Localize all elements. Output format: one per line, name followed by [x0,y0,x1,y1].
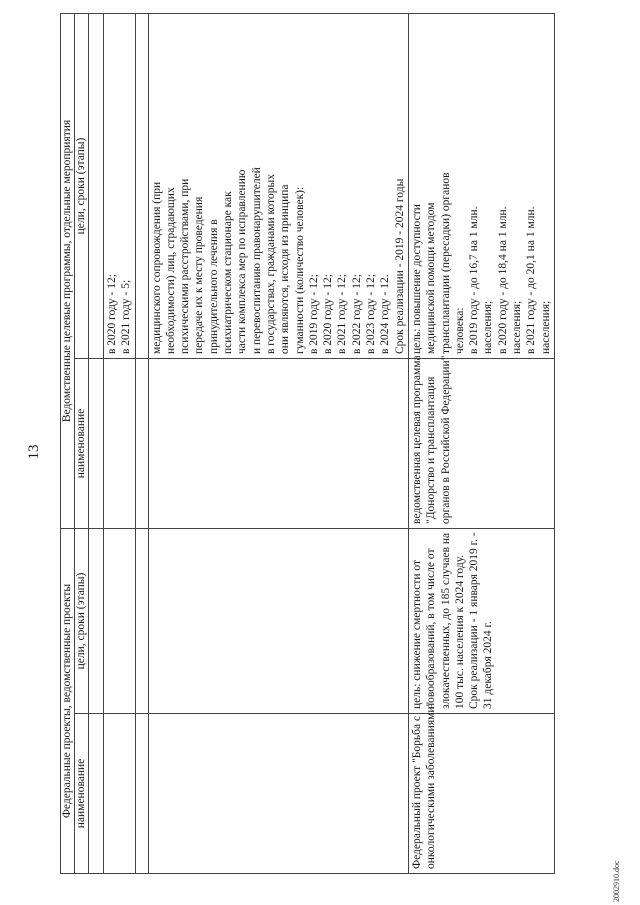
text-line: в 2020 году - 12; [322,274,335,354]
goals-1-cell [148,529,408,714]
goals-2-cell [104,13,136,358]
empty-cell [89,13,104,358]
federal-projects-header: Федеральные проекты, ведомственные проекты [61,529,75,874]
text-line: в 2024 году - 12. [379,274,392,354]
table-row [104,13,136,873]
goals-2-cell [148,13,408,358]
table-body [104,13,555,873]
name-1-cell [104,714,136,874]
text-line: в государствах, гражданами которых [264,174,277,354]
column-header-row [75,13,89,873]
text-line: психическими расстройствами, при [179,178,192,354]
name-2-cell [148,359,408,529]
text-line: части комплекса мер по исправлению [236,169,249,354]
text-line: в 2020 году - 12; [106,274,118,354]
spacer-row [135,13,148,873]
text-line: "Донорство и трансплантация [425,376,438,524]
spacer-cell [135,714,148,874]
text-line: необходимости) лиц, страдающих [164,187,177,354]
text-line: населения; [511,300,524,354]
text-line: трансплантации (пересадки) органов [439,172,452,354]
empty-cell [89,529,104,714]
text-line: гуманности (количество человек): [293,186,306,354]
empty-cell [89,714,104,874]
text-line: и перевоспитанию правонарушителей [250,167,263,354]
name-1-cell [148,714,408,874]
text-line: в 2023 году - 12; [365,274,378,354]
text-line: в 2019 году - до 16,7 на 1 млн. [468,206,481,354]
page-number: 13 [26,444,42,460]
text-line: медицинской помощи методом [425,202,438,354]
departmental-programs-header: Ведомственные целевые программы, отдельные мероприятия [61,13,75,528]
table-row [408,13,554,873]
spacer-cell [135,529,148,714]
table-row [148,13,408,873]
text-line: принудительного лечения в [207,219,220,354]
goals-1-cell [408,529,554,714]
group-header-row [61,13,75,873]
text-line: злокачественных, до 185 случаев на [439,532,452,709]
empty-cell [89,359,104,529]
col-name-1-header: наименование [75,714,89,874]
text-line: 100 тыс. населения к 2024 году. [453,554,466,709]
text-line: Срок реализации - 2019 - 2024 годы [393,178,406,354]
text-line: психиатрическом стационаре как [222,191,235,354]
col-goals-1-header: цели, сроки (этапы) [75,529,89,714]
text-line: новообразований, в том числе от [425,548,438,709]
text-line: в 2020 году - до 18,4 на 1 млн. [496,206,509,354]
text-line: Федеральный проект "Борьба с [410,715,423,869]
col-name-2-header: наименование [75,359,89,529]
file-name: 2002910.doc [612,860,621,902]
text-line: Срок реализации - 1 января 2019 г. - [468,532,481,709]
text-line: онкологическими заболеваниями" [425,701,438,869]
text-line: цель: повышение доступности [410,204,423,354]
spacer-cell [135,13,148,358]
text-line: цель: снижение смертности от [410,560,423,709]
text-line: в 2019 году - 12; [307,274,320,354]
empty-separator-row [89,13,104,873]
name-2-cell [408,355,554,529]
goals-2-cell [408,13,554,358]
text-line: они являются, исходя из принципа [279,184,292,354]
text-line: органов в Российской Федерации" [439,355,452,524]
text-line: ведомственная целевая программа [410,355,423,524]
text-line: в 2022 году - 12; [350,274,363,354]
text-line: населения; [539,300,552,354]
col-goals-2-header: цели, сроки (этапы) [75,13,89,358]
text-line: населения; [482,300,495,354]
name-1-cell [408,701,554,874]
spacer-cell [135,359,148,529]
text-line: в 2021 году - 12; [336,274,349,354]
programs-table [60,13,555,874]
name-2-cell [104,359,136,529]
text-line: в 2021 году - 5; [120,279,133,354]
goals-1-cell [104,529,136,714]
rotated-page [20,2,620,902]
text-line: человека: [453,307,466,354]
text-line: передаче их к месту проведения [193,196,206,354]
text-line: в 2021 году - до 20,1 на 1 млн. [525,206,538,354]
text-line: 31 декабря 2024 г. [482,621,495,709]
text-line: медицинского сопровождения (при [150,181,163,354]
